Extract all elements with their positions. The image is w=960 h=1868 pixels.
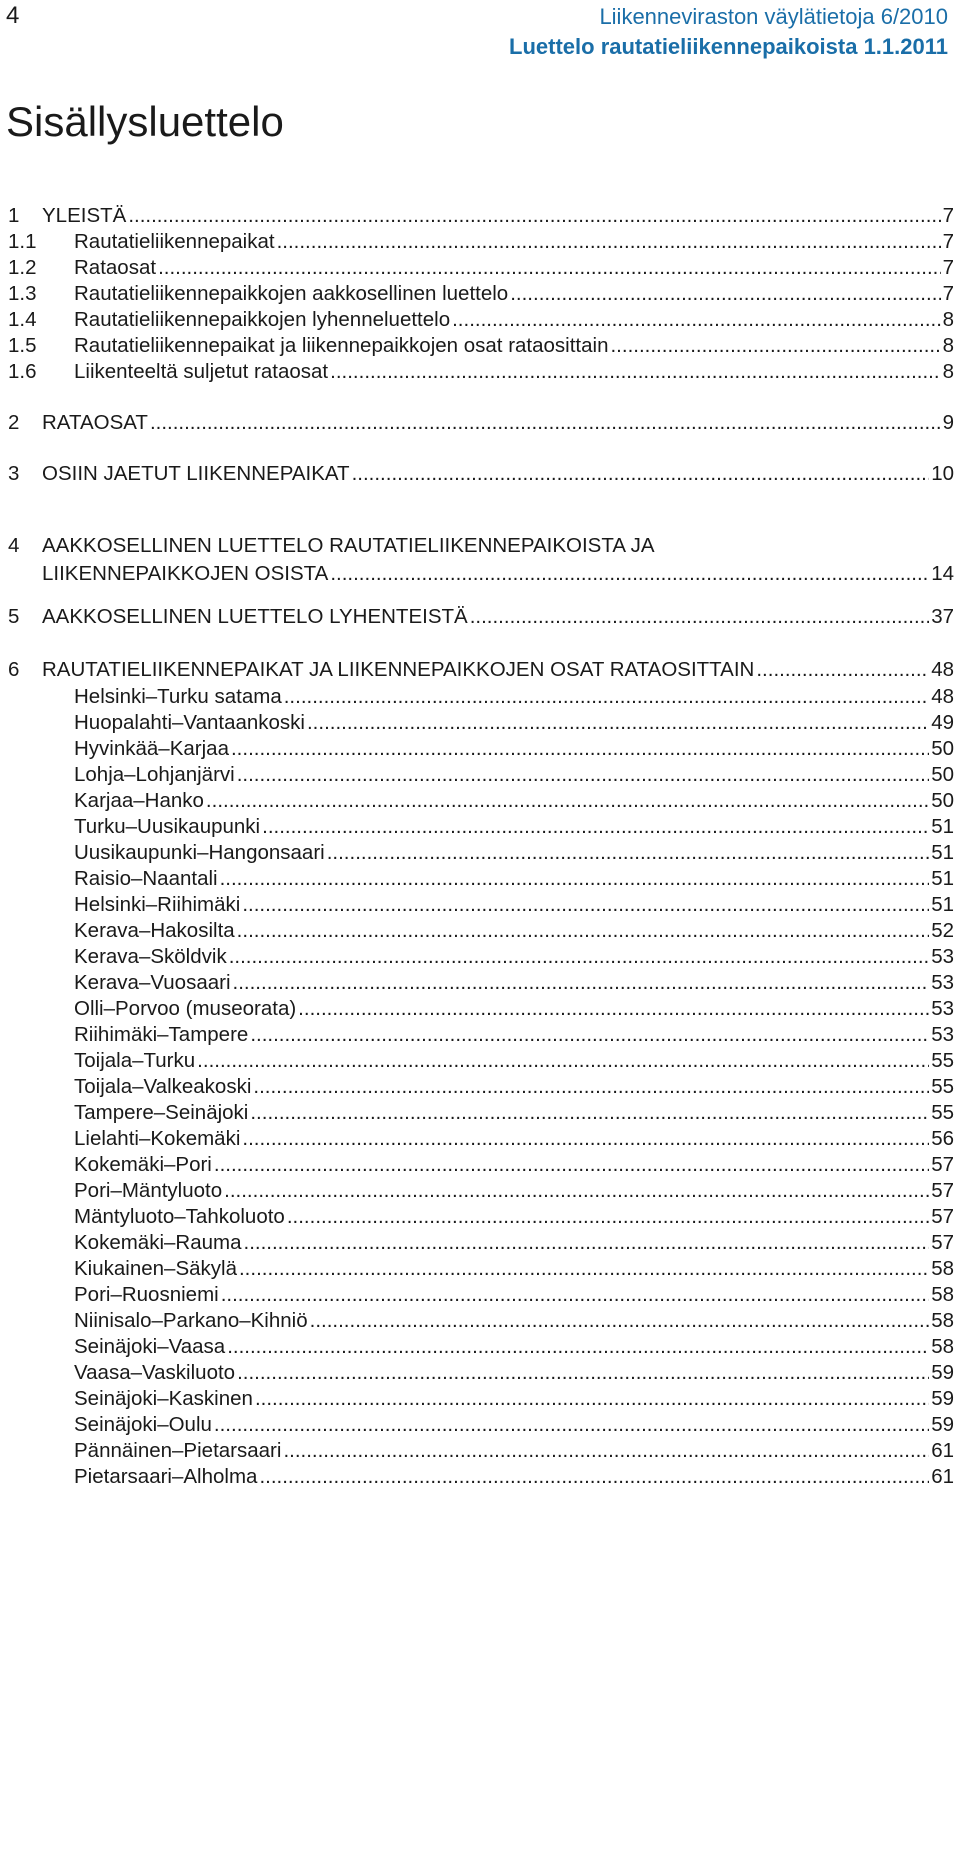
- toc-entry-page: 59: [931, 1387, 954, 1410]
- toc-entry[interactable]: [8, 787, 954, 815]
- toc-entry-label: Rataosat: [74, 256, 157, 279]
- toc-entry-label: Rautatieliikennepaikkojen lyhenneluettelo: [74, 308, 451, 331]
- dot-leader: [610, 332, 940, 360]
- dot-leader: [470, 603, 929, 631]
- toc-entry[interactable]: [8, 332, 954, 360]
- toc-entry-number: 1.6: [8, 360, 37, 383]
- toc-entry-label: Helsinki–Turku satama: [74, 685, 282, 708]
- toc-entry[interactable]: [8, 891, 954, 919]
- toc-entry-label: Rautatieliikennepaikkojen aakkosellinen luettelo: [74, 282, 509, 305]
- toc-entry-page: 53: [931, 1023, 954, 1046]
- dot-leader: [242, 1125, 929, 1153]
- toc-entry-label: Hyvinkää–Karjaa: [74, 737, 229, 760]
- dot-leader: [237, 1359, 929, 1387]
- document-title: Luettelo rautatieliikennepaikoista 1.1.2011: [509, 34, 948, 59]
- dot-leader: [284, 683, 929, 711]
- toc-entry-number: 1.5: [8, 334, 37, 357]
- dot-leader: [262, 813, 929, 841]
- toc-entry[interactable]: [8, 709, 954, 737]
- toc-entry-page: 57: [931, 1231, 954, 1254]
- toc-entry-page: 59: [931, 1413, 954, 1436]
- toc-entry-page: 53: [931, 997, 954, 1020]
- toc-entry-label: Olli–Porvoo (museorata): [74, 997, 297, 1020]
- dot-leader: [253, 1073, 929, 1101]
- toc-entry-label: Seinäjoki–Oulu: [74, 1413, 212, 1436]
- toc-entry-page: 58: [931, 1283, 954, 1306]
- toc-entry-page: 52: [931, 919, 954, 942]
- toc-entry[interactable]: [8, 683, 954, 711]
- toc-entry[interactable]: [8, 460, 954, 488]
- toc-entry-page: 8: [942, 308, 954, 331]
- toc-entry-page: 53: [931, 971, 954, 994]
- toc-entry[interactable]: [8, 761, 954, 789]
- toc-entry[interactable]: [8, 995, 954, 1023]
- toc-entry[interactable]: [8, 1255, 954, 1283]
- toc-entry-page: 7: [942, 204, 954, 227]
- toc-entry-number: 1.4: [8, 308, 37, 331]
- toc-entry-number: 4: [8, 534, 20, 557]
- dot-leader: [277, 228, 941, 256]
- toc-entry[interactable]: [8, 1073, 954, 1101]
- toc-entry-page: 48: [931, 685, 954, 708]
- dot-leader: [231, 735, 929, 763]
- toc-entry-page: 61: [931, 1439, 954, 1462]
- toc-entry[interactable]: [8, 943, 954, 971]
- toc-entry[interactable]: [8, 1385, 954, 1413]
- toc-entry-label: Raisio–Naantali: [74, 867, 218, 890]
- toc-entry-label: RAUTATIELIIKENNEPAIKAT JA LIIKENNEPAIKKOJEN OSAT RATAOSITTAIN: [42, 658, 755, 681]
- running-header: [509, 2, 948, 62]
- toc-entry[interactable]: [8, 1229, 954, 1257]
- toc-entry-label: Vaasa–Vaskiluoto: [74, 1361, 236, 1384]
- toc-entry-page: 61: [931, 1465, 954, 1488]
- toc-entry-page: 51: [931, 867, 954, 890]
- toc-entry-page: 37: [931, 605, 954, 628]
- dot-leader: [259, 1463, 929, 1491]
- dot-leader: [224, 1177, 929, 1205]
- toc-entry[interactable]: [8, 1151, 954, 1179]
- toc-entry-label: Karjaa–Hanko: [74, 789, 204, 812]
- toc-entry-label: YLEISTÄ: [42, 204, 127, 227]
- toc-entry-label: OSIIN JAETUT LIIKENNEPAIKAT: [42, 462, 350, 485]
- dot-leader: [250, 1021, 929, 1049]
- toc-entry-page: 50: [931, 737, 954, 760]
- toc-entry[interactable]: [8, 1411, 954, 1439]
- toc-entry-page: 51: [931, 893, 954, 916]
- toc-entry-number: 1.1: [8, 230, 37, 253]
- toc-entry-label: Liikenteeltä suljetut rataosat: [74, 360, 329, 383]
- toc-entry-page: 58: [931, 1309, 954, 1332]
- toc-entry-label: Pori–Mäntyluoto: [74, 1179, 223, 1202]
- publication-series: Liikenneviraston väylätietoja 6/2010: [599, 4, 948, 29]
- toc-entry-label: Pietarsaari–Alholma: [74, 1465, 258, 1488]
- toc-entry[interactable]: [8, 603, 954, 631]
- toc-entry-label: Seinäjoki–Vaasa: [74, 1335, 226, 1358]
- toc-entry[interactable]: [8, 1203, 954, 1231]
- toc-entry-page: 8: [942, 334, 954, 357]
- dot-leader: [327, 839, 929, 867]
- toc-entry[interactable]: [8, 1359, 954, 1387]
- toc-entry-page: 8: [942, 360, 954, 383]
- toc-entry-label: Kokemäki–Rauma: [74, 1231, 242, 1254]
- dot-leader: [756, 656, 929, 684]
- dot-leader: [244, 1229, 930, 1257]
- toc-entry-page: 48: [931, 658, 954, 681]
- toc-entry[interactable]: [8, 1099, 954, 1127]
- toc-entry-page: 57: [931, 1153, 954, 1176]
- toc-entry-page: 50: [931, 763, 954, 786]
- toc-entry-label: Pori–Ruosniemi: [74, 1283, 219, 1306]
- toc-entry-label: Rautatieliikennepaikat: [74, 230, 275, 253]
- toc-entry[interactable]: [8, 1307, 954, 1335]
- dot-leader: [229, 943, 929, 971]
- toc-entry-page: 55: [931, 1101, 954, 1124]
- toc-entry-label: RATAOSAT: [42, 411, 148, 434]
- dot-leader: [250, 1099, 929, 1127]
- toc-entry-label: Rautatieliikennepaikat ja liikennepaikkojen osat rataosittain: [74, 334, 609, 357]
- dot-leader: [214, 1151, 929, 1179]
- toc-entry[interactable]: [8, 813, 954, 841]
- toc-entry-number: 3: [8, 462, 20, 485]
- toc-entry-label: Kerava–Vuosaari: [74, 971, 231, 994]
- toc-entry-page: 10: [931, 462, 954, 485]
- dot-leader: [221, 1281, 929, 1309]
- toc-entry[interactable]: [8, 228, 954, 256]
- dot-leader: [214, 1411, 929, 1439]
- toc-entry[interactable]: [8, 839, 954, 867]
- toc-entry-page: 58: [931, 1257, 954, 1280]
- toc-entry-label: Kokemäki–Pori: [74, 1153, 212, 1176]
- toc-entry-page: 59: [931, 1361, 954, 1384]
- toc-entry-label: Toijala–Turku: [74, 1049, 196, 1072]
- toc-entry[interactable]: [8, 306, 954, 334]
- toc-entry-label: Pännäinen–Pietarsaari: [74, 1439, 282, 1462]
- toc-entry-label: AAKKOSELLINEN LUETTELO LYHENTEISTÄ: [42, 605, 468, 628]
- toc-entry[interactable]: [8, 735, 954, 763]
- toc-entry[interactable]: [8, 1463, 954, 1491]
- dot-leader: [307, 709, 929, 737]
- dot-leader: [242, 891, 929, 919]
- toc-entry[interactable]: [8, 1333, 954, 1361]
- toc-entry-label: Kiukainen–Säkylä: [74, 1257, 237, 1280]
- toc-entry-number: 1: [8, 204, 20, 227]
- dot-leader: [128, 202, 940, 230]
- dot-leader: [330, 560, 929, 588]
- toc-entry[interactable]: [8, 656, 954, 684]
- dot-leader: [233, 969, 930, 997]
- dot-leader: [239, 1255, 929, 1283]
- dot-leader: [330, 358, 940, 386]
- toc-entry[interactable]: [8, 1281, 954, 1309]
- toc-entry[interactable]: [8, 1047, 954, 1075]
- toc-entry[interactable]: [8, 409, 954, 437]
- toc-entry-page: 7: [942, 282, 954, 305]
- toc-entry-page: 57: [931, 1179, 954, 1202]
- toc-entry-label: Niinisalo–Parkano–Kihniö: [74, 1309, 308, 1332]
- dot-leader: [310, 1307, 930, 1335]
- toc-entry-page: 49: [931, 711, 954, 734]
- toc-entry[interactable]: [8, 202, 954, 230]
- toc-entry[interactable]: [8, 865, 954, 893]
- toc-entry[interactable]: [8, 358, 954, 386]
- toc-entry[interactable]: [8, 1177, 954, 1205]
- dot-leader: [255, 1385, 929, 1413]
- toc-entry-label: Lohja–Lohjanjärvi: [74, 763, 235, 786]
- toc-entry-number: 1.3: [8, 282, 37, 305]
- toc-entry-label: Huopalahti–Vantaankoski: [74, 711, 305, 734]
- toc-entry-page: 55: [931, 1049, 954, 1072]
- page-number: 4: [6, 2, 20, 29]
- toc-entry-page: 7: [942, 230, 954, 253]
- toc-entry-label: Toijala–Valkeakoski: [74, 1075, 252, 1098]
- dot-leader: [283, 1437, 929, 1465]
- toc-entry-page: 58: [931, 1335, 954, 1358]
- toc-entry-page: 55: [931, 1075, 954, 1098]
- dot-leader: [227, 1333, 929, 1361]
- dot-leader: [510, 280, 940, 308]
- toc-entry-label: Turku–Uusikaupunki: [74, 815, 261, 838]
- toc-entry-label: Mäntyluoto–Tahkoluoto: [74, 1205, 285, 1228]
- toc-entry-label: Helsinki–Riihimäki: [74, 893, 241, 916]
- toc-entry-label: Kerava–Hakosilta: [74, 919, 235, 942]
- toc-entry-label: LIIKENNEPAIKKOJEN OSISTA: [42, 562, 329, 585]
- toc-entry-page: 51: [931, 815, 954, 838]
- dot-leader: [352, 460, 930, 488]
- dot-leader: [197, 1047, 929, 1075]
- toc-entry-label: Uusikaupunki–Hangonsaari: [74, 841, 325, 864]
- toc-entry-page: 56: [931, 1127, 954, 1150]
- dot-leader: [150, 409, 941, 437]
- toc-entry-label: AAKKOSELLINEN LUETTELO RAUTATIELIIKENNEPAIKOISTA JA: [42, 534, 655, 557]
- toc-entry-page: 57: [931, 1205, 954, 1228]
- toc-entry[interactable]: [8, 254, 954, 282]
- toc-entry-page: 50: [931, 789, 954, 812]
- toc-entry[interactable]: [8, 280, 954, 308]
- toc-entry-page: 9: [942, 411, 954, 434]
- toc-entry-label: Tampere–Seinäjoki: [74, 1101, 249, 1124]
- toc-entry-label: Riihimäki–Tampere: [74, 1023, 249, 1046]
- toc-entry-page: 14: [931, 562, 954, 585]
- toc-entry-page: 51: [931, 841, 954, 864]
- dot-leader: [206, 787, 929, 815]
- toc-entry[interactable]: [8, 1437, 954, 1465]
- dot-leader: [220, 865, 930, 893]
- dot-leader: [452, 306, 940, 334]
- toc-entry[interactable]: [8, 1021, 954, 1049]
- dot-leader: [237, 761, 929, 789]
- page-title: Sisällysluettelo: [6, 98, 284, 145]
- toc-entry-label: Lielahti–Kokemäki: [74, 1127, 241, 1150]
- toc-entry-number: 5: [8, 605, 20, 628]
- toc-entry[interactable]: [8, 969, 954, 997]
- toc-entry[interactable]: [8, 532, 954, 588]
- dot-leader: [237, 917, 930, 945]
- toc-entry-label: Seinäjoki–Kaskinen: [74, 1387, 253, 1410]
- dot-leader: [298, 995, 929, 1023]
- toc-entry-number: 6: [8, 658, 20, 681]
- toc-entry-number: 1.2: [8, 256, 37, 279]
- toc-entry-number: 2: [8, 411, 20, 434]
- toc-entry-page: 53: [931, 945, 954, 968]
- toc-entry-label: Kerava–Sköldvik: [74, 945, 227, 968]
- toc-entry[interactable]: [8, 917, 954, 945]
- toc-entry-page: 7: [942, 256, 954, 279]
- dot-leader: [158, 254, 941, 282]
- toc-entry[interactable]: [8, 1125, 954, 1153]
- dot-leader: [287, 1203, 929, 1231]
